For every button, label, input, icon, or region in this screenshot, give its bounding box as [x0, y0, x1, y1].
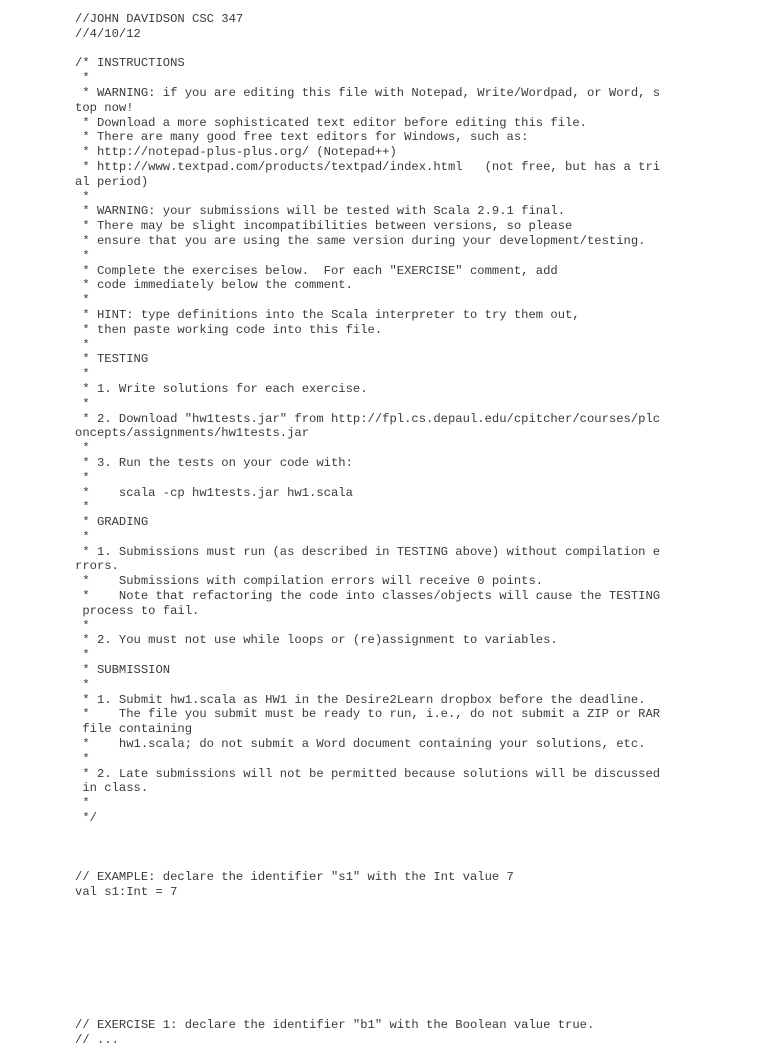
- code-line: /* INSTRUCTIONS: [75, 56, 185, 71]
- code-line: // EXAMPLE: declare the identifier "s1" with the Int value 7: [75, 870, 514, 885]
- code-line: *: [75, 396, 90, 411]
- code-line: in class.: [75, 781, 149, 796]
- code-line: //JOHN DAVIDSON CSC 347: [75, 12, 244, 26]
- code-line: * hw1.scala; do not submit a Word document containing your solutions, etc.: [75, 737, 646, 752]
- code-line: * Complete the exercises below. For each "EXERCISE" comment, add: [75, 263, 558, 278]
- code-line: [75, 42, 755, 57]
- code-line: * WARNING: your submissions will be tested with Scala 2.9.1 final.: [75, 204, 566, 219]
- code-line: */: [75, 811, 97, 826]
- code-line: top now!: [75, 100, 134, 115]
- code-line: *: [75, 367, 90, 382]
- code-line: oncepts/assignments/hw1tests.jar: [75, 426, 310, 441]
- code-line: * TESTING: [75, 352, 149, 367]
- code-line: [75, 929, 755, 944]
- code-line: *: [75, 677, 90, 692]
- code-line: [75, 855, 755, 870]
- code-line: [75, 944, 755, 959]
- code-line: //4/10/12: [75, 26, 141, 41]
- code-line: *: [75, 71, 90, 86]
- code-line: * 3. Run the tests on your code with:: [75, 455, 353, 470]
- code-line: * 1. Write solutions for each exercise.: [75, 381, 368, 396]
- code-line: *: [75, 441, 90, 456]
- code-line: * SUBMISSION: [75, 663, 171, 678]
- code-line: *: [75, 470, 90, 485]
- code-line: *: [75, 189, 90, 204]
- code-line: [75, 915, 755, 930]
- code-line: rrors.: [75, 559, 119, 574]
- code-line: [75, 900, 755, 915]
- code-line: *: [75, 751, 90, 766]
- code-line: al period): [75, 174, 149, 189]
- code-line: * then paste working code into this file.: [75, 322, 383, 337]
- code-line: *: [75, 500, 90, 515]
- code-line: * 2. Download "hw1tests.jar" from http://fpl.cs.depaul.edu/cpitcher/courses/plc: [75, 411, 661, 426]
- code-line: * There may be slight incompatibilities between versions, so please: [75, 219, 573, 234]
- code-line: * 2. You must not use while loops or (re)assignment to variables.: [75, 633, 558, 648]
- code-line: * Note that refactoring the code into classes/objects will cause the TESTING: [75, 589, 661, 604]
- code-line: *: [75, 529, 90, 544]
- code-line: * ensure that you are using the same version during your development/testing.: [75, 233, 646, 248]
- code-line: process to fail.: [75, 603, 200, 618]
- code-line: file containing: [75, 722, 193, 737]
- code-line: *: [75, 337, 90, 352]
- code-line: [75, 826, 755, 841]
- code-line: [75, 974, 755, 989]
- code-line: * scala -cp hw1tests.jar hw1.scala: [75, 485, 353, 500]
- code-line: [75, 841, 755, 856]
- code-line: * 1. Submissions must run (as described in TESTING above) without compilation e: [75, 544, 661, 559]
- code-line: * HINT: type definitions into the Scala interpreter to try them out,: [75, 307, 580, 322]
- code-line: *: [75, 293, 90, 308]
- code-line: [75, 1003, 755, 1018]
- source-code-text: [75, 12, 755, 1048]
- code-line: // EXERCISE 1: declare the identifier "b1" with the Boolean value true.: [75, 1018, 595, 1033]
- code-line: val s1:Int = 7: [75, 885, 178, 900]
- code-line: *: [75, 248, 90, 263]
- code-line: [75, 989, 755, 1004]
- code-line: [75, 959, 755, 974]
- code-line: * Download a more sophisticated text editor before editing this file.: [75, 115, 587, 130]
- code-line: * http://www.textpad.com/products/textpad/index.html (not free, but has a tri: [75, 159, 661, 174]
- code-line: * WARNING: if you are editing this file with Notepad, Write/Wordpad, or Word, s: [75, 85, 661, 100]
- code-line: * The file you submit must be ready to run, i.e., do not submit a ZIP or RAR: [75, 707, 661, 722]
- code-line: * 2. Late submissions will not be permitted because solutions will be discussed: [75, 766, 661, 781]
- code-line: * code immediately below the comment.: [75, 278, 353, 293]
- code-line: * 1. Submit hw1.scala as HW1 in the Desire2Learn dropbox before the deadline.: [75, 692, 646, 707]
- code-line: *: [75, 648, 90, 663]
- code-line: // ...: [75, 1032, 119, 1047]
- code-line: *: [75, 618, 90, 633]
- code-line: * There are many good free text editors for Windows, such as:: [75, 130, 529, 145]
- code-line: * Submissions with compilation errors will receive 0 points.: [75, 574, 544, 589]
- code-line: *: [75, 796, 90, 811]
- code-line: * http://notepad-plus-plus.org/ (Notepad++): [75, 145, 397, 160]
- code-line: * GRADING: [75, 515, 149, 530]
